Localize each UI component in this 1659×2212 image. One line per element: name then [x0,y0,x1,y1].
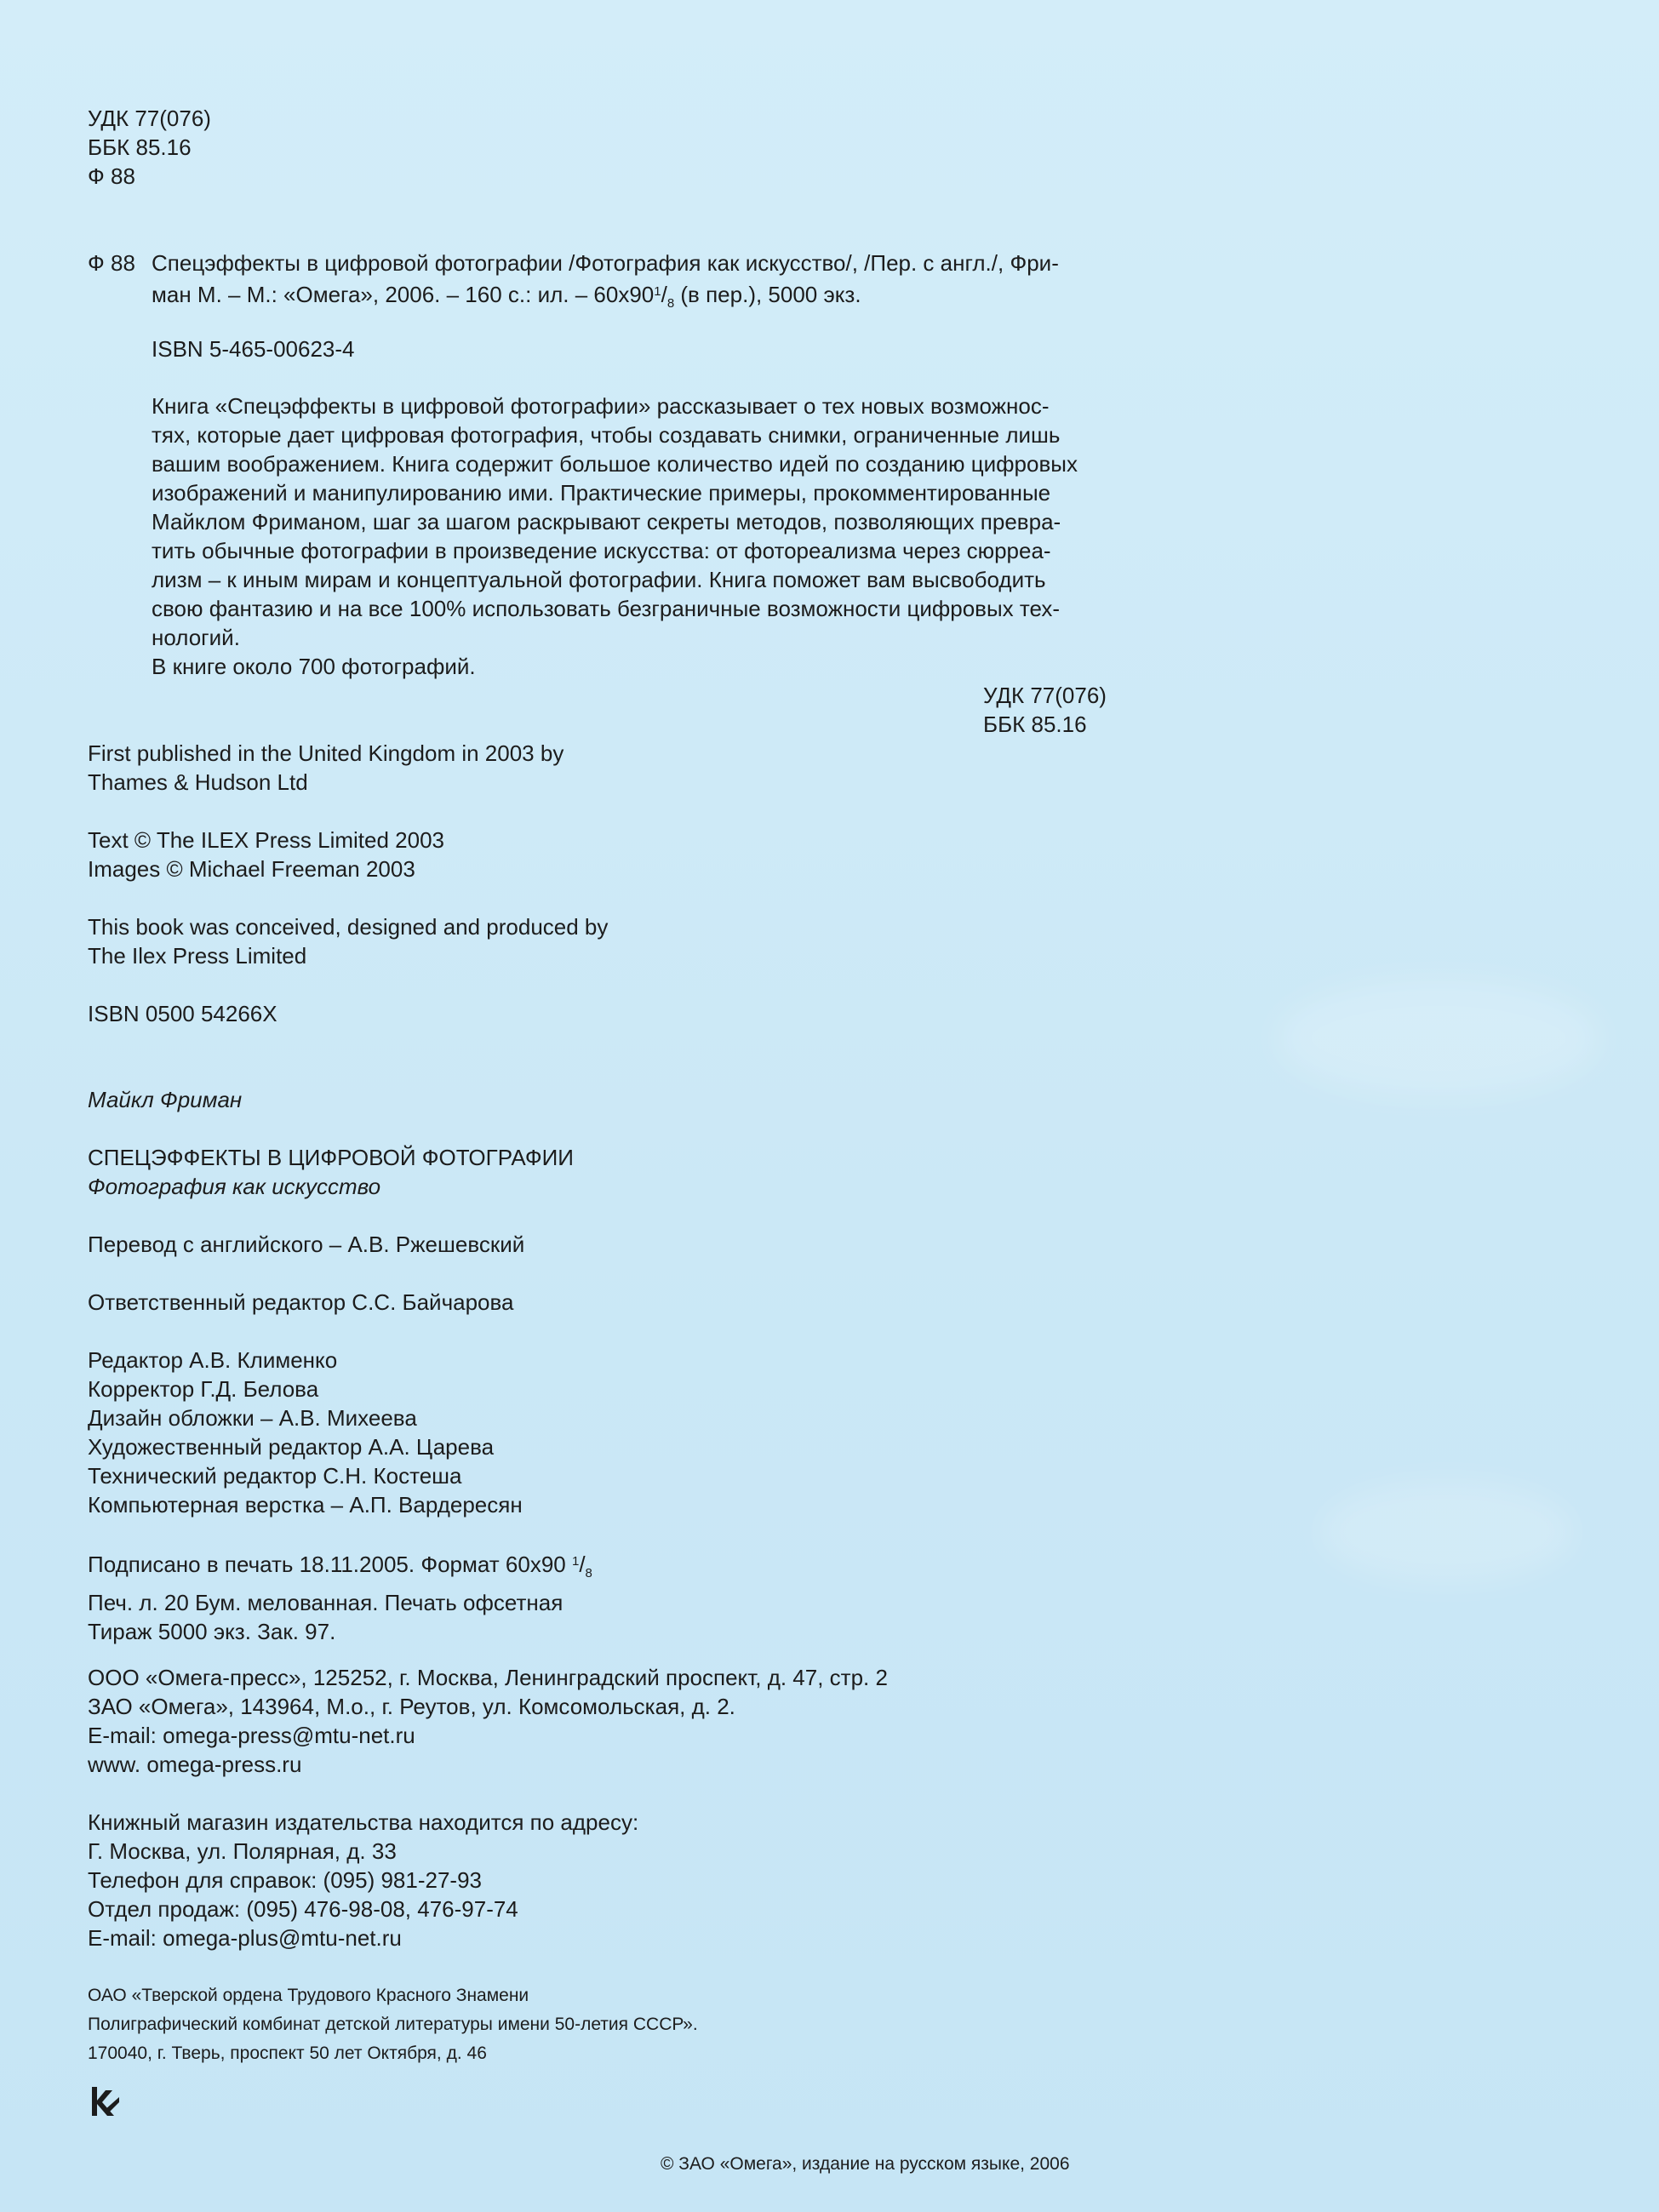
translator [88,1230,524,1259]
translator-text: Перевод с английского – А.В. Ржешевский [88,1232,525,1257]
publisher-line: ООО «Омега-пресс», 125252, г. Москва, Ленинградский проспект, д. 47, стр. 2 [88,1665,888,1690]
annotation-line: тях, которые дает цифровая фотография, чтобы создавать снимки, ограниченные лишь [152,422,1061,448]
staff-item: Компьютерная верстка – А.П. Вардересян [88,1492,523,1518]
printer-logo-icon [85,2082,124,2121]
format-fraction: $^1/_8$ [654,282,675,311]
title-main: СПЕЦЭФФЕКТЫ В ЦИФРОВОЙ ФОТОГРАФИИ [88,1145,574,1170]
annotation-line: нологий. [152,625,240,650]
print-line-2: Печ. л. 20 Бум. мелованная. Печать офсетная [88,1590,563,1615]
bbk-code: ББК 85.16 [983,712,1087,737]
imprint-line: The Ilex Press Limited [88,943,307,969]
catalog-text-2: ман М. – М.: «Омега», 2006. – 160 с.: ил. – 60x90 [152,282,655,307]
bbk-code: ББК 85.16 [88,134,192,160]
publisher-website: www. omega-press.ru [88,1752,302,1777]
copyright-text: © ЗАО «Омега», издание на русском языке, 2006 [661,2154,1070,2174]
udc-code: УДК 77(076) [983,683,1107,708]
staff-item: Дизайн обложки – А.В. Михеева [88,1405,417,1431]
annotation [152,392,1126,681]
paper-texture [1277,979,1600,1098]
bookshop-info [88,1808,638,1952]
annotation-line: Книга «Спецэффекты в цифровой фотографии» рассказывает о тех новых возможнос- [152,393,1050,419]
staff-item: Корректор Г.Д. Белова [88,1376,319,1402]
annotation-line: Майклом Фриманом, шаг за шагом раскрывают секреты методов, позволяющих превра- [152,509,1061,534]
imprint-line: Images © Michael Freeman 2003 [88,856,415,882]
fraction-numerator: 1 [654,284,661,299]
fraction-denominator: 8 [666,296,675,311]
spacer [88,883,608,912]
print-signed-text: Подписано в печать 18.11.2005. Формат 60x90 [88,1552,572,1577]
shop-line: Отдел продаж: (095) 476-98-08, 476-97-74 [88,1896,518,1922]
publisher-info [88,1663,888,1779]
spacer [88,797,608,826]
printer-line: ОАО «Тверской ордена Трудового Красного Знамени [88,1986,529,2005]
shop-line: Г. Москва, ул. Полярная, д. 33 [88,1838,397,1864]
udc-code: УДК 77(076) [88,106,211,131]
imprint-line: Thames & Hudson Ltd [88,769,308,795]
book-title [88,1143,574,1201]
publisher-line: ЗАО «Омега», 143964, М.о., г. Реутов, ул. Комсомольская, д. 2. [88,1694,735,1719]
title-series: Фотография как искусство [88,1174,381,1199]
annotation-line: изображений и манипулированию ими. Практические примеры, прокомментированные [152,480,1051,506]
isbn-ru-text: ISBN 5-465-00623-4 [152,336,355,362]
annotation-line: лизм – к иным мирам и концептуальной фотографии. Книга поможет вам высвободить [152,567,1046,592]
printer-line: 170040, г. Тверь, проспект 50 лет Октября, д. 46 [88,2043,487,2063]
staff-item: Редактор А.В. Клименко [88,1347,338,1373]
print-details [88,1547,592,1646]
printer-line: Полиграфический комбинат детской литературы имени 50-летия СССР». [88,2015,698,2034]
catalog-text-1: Спецэффекты в цифровой фотографии /Фотография как искусство/, /Пер. с англ./, Фри- [152,250,1059,276]
fraction-numerator: 1 [571,1554,580,1569]
annotation-line: В книге около 700 фотографий. [152,654,476,679]
spacer [88,970,608,999]
catalog-line-1 [88,249,1126,277]
staff-list [88,1346,523,1519]
shop-line: Книжный магазин издательства находится по адресу: [88,1809,639,1835]
printer-info [88,1981,698,2068]
fraction-denominator: 8 [585,1566,592,1580]
annotation-line: свою фантазию и на все 100% использовать безграничные возможности цифровых тех- [152,596,1061,621]
staff-item: Художественный редактор А.А. Царева [88,1434,495,1460]
responsible-editor [88,1288,514,1317]
author-text: Майкл Фриман [88,1087,243,1112]
imprint-line: First published in the United Kingdom in 2003 by [88,740,564,766]
responsible-editor-text: Ответственный редактор С.С. Байчарова [88,1289,514,1315]
classification-codes-right [983,681,1107,739]
copyright-notice [661,2150,1070,2179]
shop-line: Телефон для справок: (095) 981-27-93 [88,1867,482,1893]
staff-item: Технический редактор С.Н. Костеша [88,1463,462,1489]
author-name [88,1085,242,1114]
isbn-russian [152,334,354,363]
print-line-1 [88,1547,592,1588]
print-line-3: Тираж 5000 экз. Зак. 97. [88,1619,336,1644]
catalog-mark: Ф 88 [88,250,135,276]
imprint-line: This book was conceived, designed and produced by [88,914,609,940]
classification-codes [88,104,211,191]
publisher-email: E-mail: omega-press@mtu-net.ru [88,1723,415,1748]
format-fraction: $^1/_8$ [571,1552,592,1580]
catalog-text-3: (в пер.), 5000 экз. [674,282,861,307]
english-imprint [88,739,608,1028]
isbn-english: ISBN 0500 54266X [88,1001,277,1026]
author-mark: Ф 88 [88,163,135,189]
annotation-line: тить обычные фотографии в произведение искусства: от фотореализма через сюррea- [152,538,1051,563]
catalog-record [88,249,1126,318]
imprint-line: Text © The ILEX Press Limited 2003 [88,827,444,853]
catalog-line-2 [88,277,1126,318]
paper-texture [1319,1481,1575,1583]
shop-email: E-mail: omega-plus@mtu-net.ru [88,1925,402,1951]
annotation-line: вашим воображением. Книга содержит большое количество идей по созданию цифровых [152,451,1078,477]
